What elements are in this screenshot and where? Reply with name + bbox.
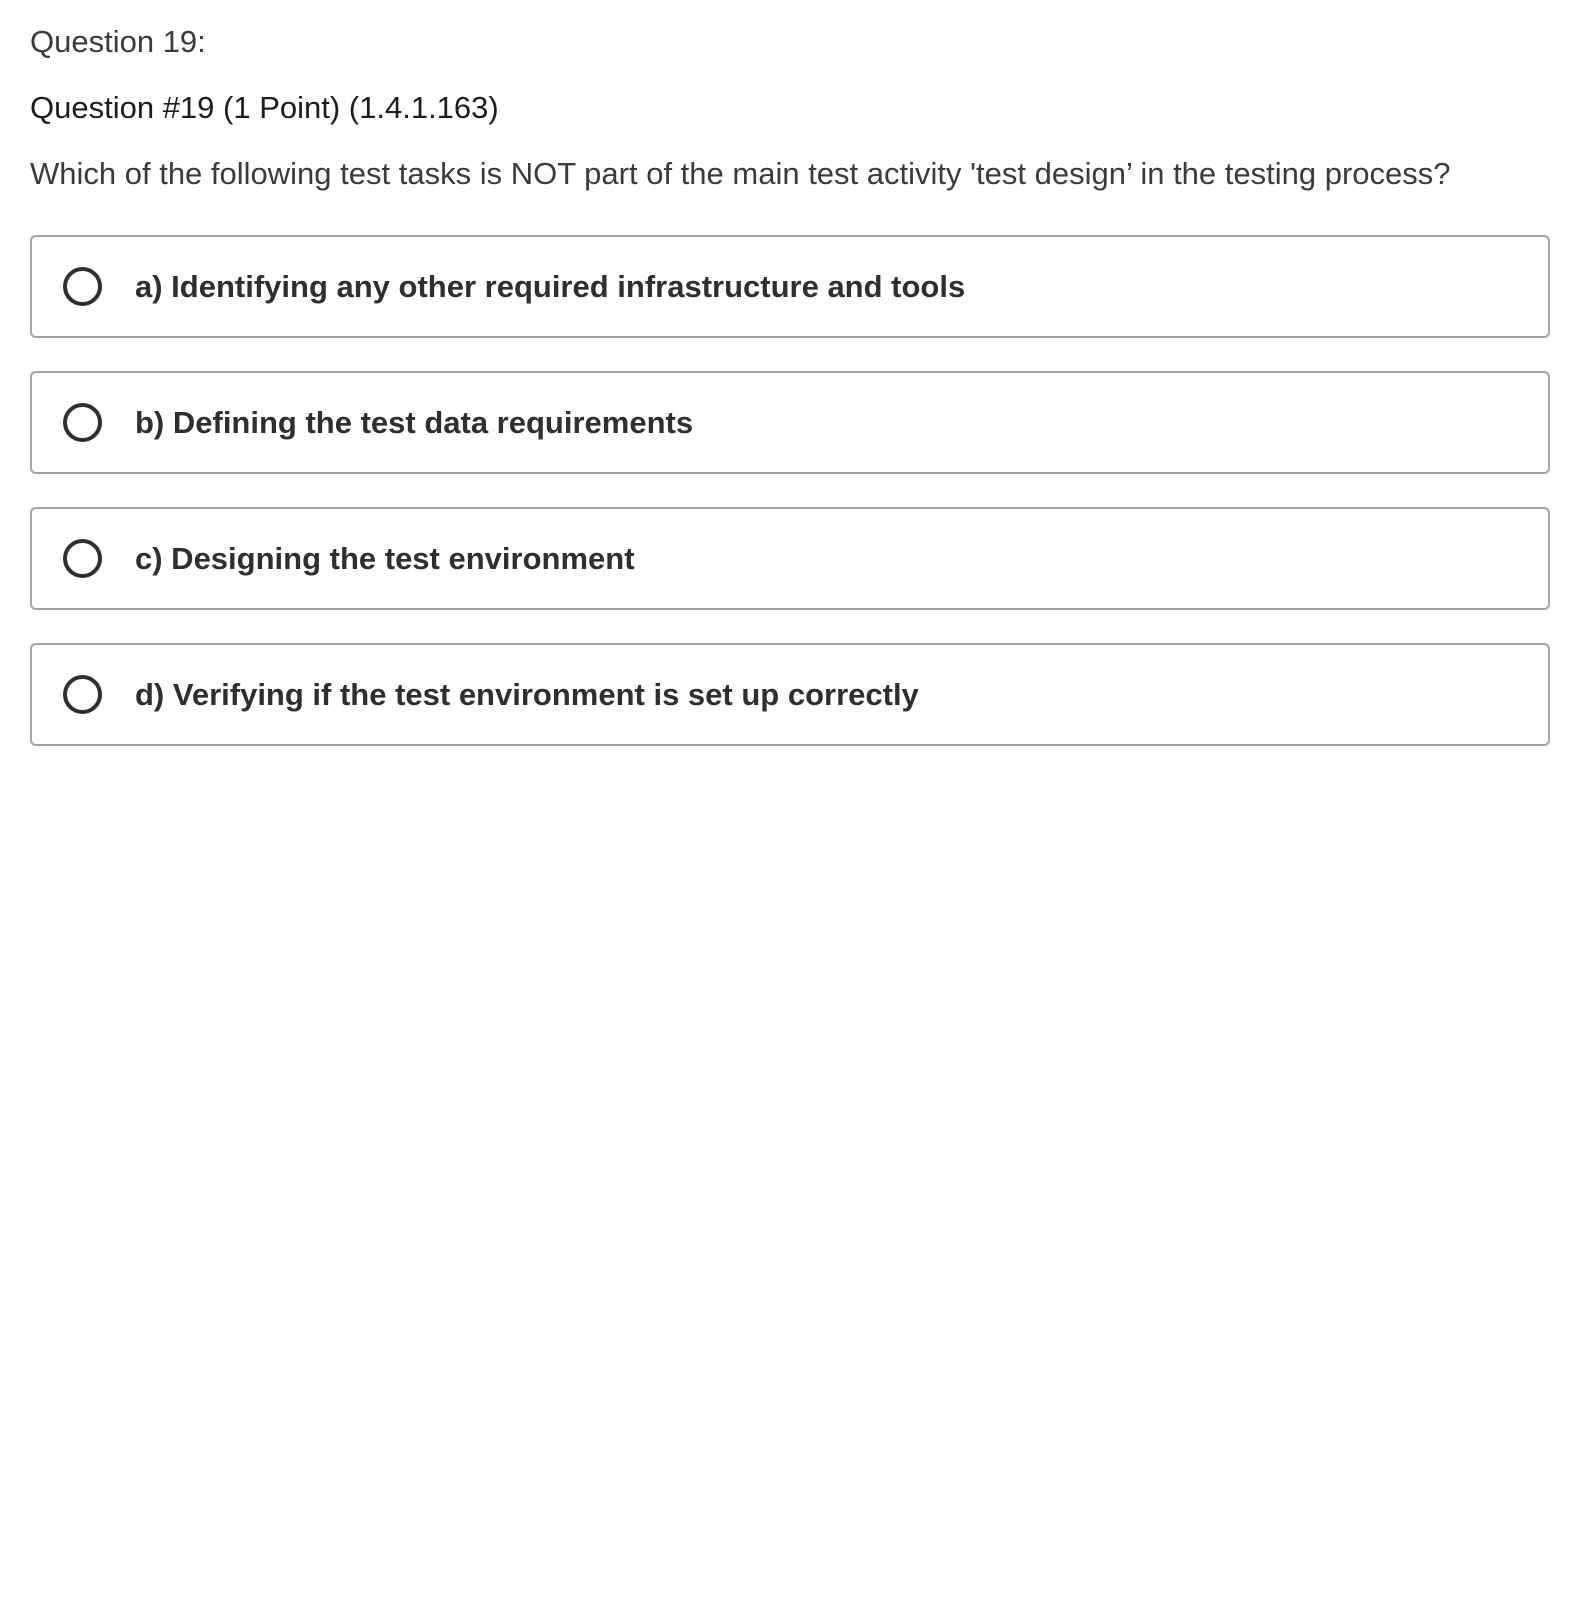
answer-option-b[interactable] (30, 371, 1550, 474)
answer-option-label: d) Verifying if the test environment is set up correctly (135, 676, 919, 712)
answer-options (30, 235, 1550, 779)
radio-unchecked-icon[interactable] (63, 539, 102, 578)
answer-option-a[interactable] (30, 235, 1550, 338)
radio-unchecked-icon[interactable] (63, 267, 102, 306)
answer-option-label: c) Designing the test environment (135, 540, 635, 576)
radio-unchecked-icon[interactable] (63, 675, 102, 714)
radio-unchecked-icon[interactable] (63, 403, 102, 442)
question-number: Question 19: (30, 24, 206, 59)
answer-option-label: a) Identifying any other required infrastructure and tools (135, 268, 966, 304)
answer-option-label: b) Defining the test data requirements (135, 404, 694, 440)
answer-option-d[interactable] (30, 643, 1550, 746)
answer-option-c[interactable] (30, 507, 1550, 610)
question-header: Question #19 (1 Point) (1.4.1.163) (30, 90, 499, 125)
question-text: Which of the following test tasks is NOT part of the main test activity 'test design’ in the testing process? (30, 156, 1451, 191)
